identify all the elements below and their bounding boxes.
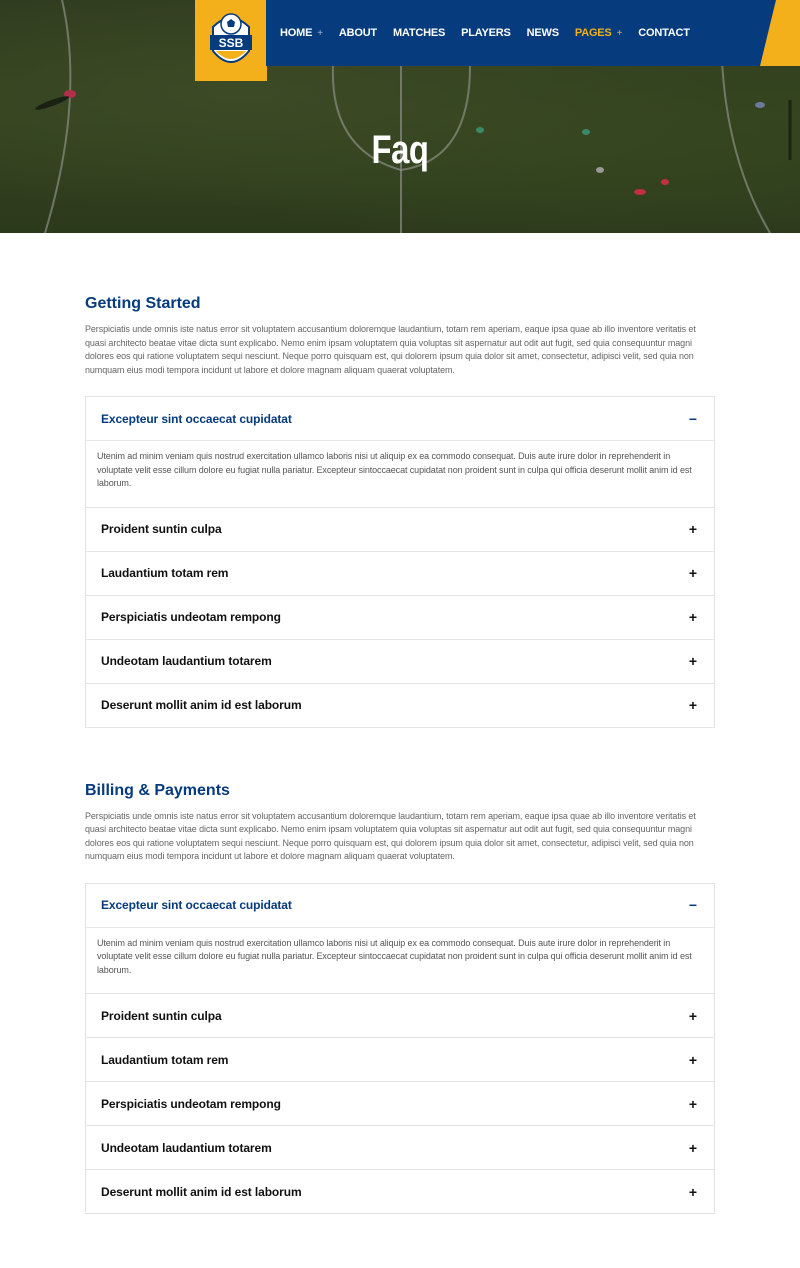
accordion-item	[86, 1169, 714, 1213]
accordion-item	[86, 397, 714, 507]
section-description: Perspiciatis unde omnis iste natus error sit voluptatem accusantium doloremque laudantium, totam rem aperiam, eaque ipsa quae ab illo inventore veritatis et quasi architecto beatae vitae dicta sunt explicabo. Nemo enim ipsam voluptatem quia voluptas sit aspernatur aut odit aut fugit, sed quia consequuntur magni dolores eos qui ratione voluptatem sequi nesciunt. Neque porro quisquam est, qui dolorem ipsum quia dolor sit amet, consectetur, adipisci velit, sed quia non numquam eius modi tempora incidunt ut labore et dolore magnam aliquam quaerat voluptatem.	[85, 324, 696, 375]
nav-item-matches[interactable]	[393, 27, 445, 39]
section-title: Billing & Payments	[85, 781, 230, 799]
accordion-item	[86, 639, 714, 683]
plus-icon[interactable]: +	[688, 1095, 698, 1112]
nav-item-contact[interactable]	[638, 27, 690, 39]
accordion-toggle[interactable]	[86, 596, 714, 639]
plus-icon[interactable]: +	[688, 1183, 698, 1200]
accordion-toggle[interactable]	[86, 552, 714, 595]
main-navigation	[266, 0, 800, 66]
nav-item-news[interactable]	[527, 27, 559, 39]
accordion-question: Proident suntin culpa	[101, 1008, 222, 1023]
accordion-item	[86, 595, 714, 639]
accordion-question: Undeotam laudantium totarem	[101, 1140, 272, 1155]
minus-icon[interactable]: −	[688, 410, 698, 427]
accordion-answer: Utenim ad minim veniam quis nostrud exercitation ullamco laboris nisi ut aliquip ex ea commodo consequat. Duis aute irure dolor in reprehenderit in voluptate velit esse cillum dolore eu fugiat nulla pariatur. Excepteur sintoccaecat cupidatat non proident sunt in culpa qui officia deserunt mollit anim id est laborum.	[86, 440, 714, 507]
svg-text:SSB: SSB	[218, 35, 244, 50]
accordion-toggle[interactable]	[86, 994, 714, 1037]
accordion-question: Perspiciatis undeotam rempong	[101, 610, 281, 624]
accordion-question: Undeotam laudantium totarem	[101, 654, 272, 668]
site-logo[interactable]	[195, 0, 267, 81]
accordion-toggle[interactable]	[86, 397, 714, 440]
accordion-toggle[interactable]	[86, 1170, 714, 1213]
plus-icon[interactable]: +	[688, 697, 698, 713]
section-title: Getting Started	[85, 295, 201, 312]
accordion-toggle[interactable]	[86, 1082, 714, 1125]
accordion-question: Excepteur sint occaecat cupidatat	[101, 411, 292, 426]
accordion-item	[86, 1037, 714, 1081]
nav-item-label: NEWS	[526, 27, 559, 39]
page-title: Faq	[371, 128, 429, 172]
nav-item-pages[interactable]	[575, 27, 622, 39]
plus-icon[interactable]: +	[688, 653, 698, 669]
nav-menu	[280, 27, 706, 39]
accordion-toggle[interactable]	[86, 684, 714, 727]
accordion-question: Laudantium totam rem	[101, 1052, 229, 1067]
faq-content	[85, 233, 715, 1214]
accordion-item	[86, 551, 714, 595]
faq-section	[85, 782, 715, 1215]
accordion-toggle[interactable]	[86, 508, 714, 551]
faq-section	[85, 295, 715, 728]
accordion-item	[86, 1125, 714, 1169]
nav-item-label: CONTACT	[638, 27, 690, 39]
nav-item-label: MATCHES	[392, 27, 446, 39]
accordion-item	[86, 683, 714, 727]
submenu-plus-icon: +	[616, 27, 623, 39]
accordion-question: Excepteur sint occaecat cupidatat	[101, 898, 292, 912]
accordion-item	[86, 993, 714, 1037]
plus-icon[interactable]: +	[688, 1139, 698, 1156]
minus-icon[interactable]: −	[688, 897, 698, 913]
plus-icon[interactable]: +	[688, 565, 698, 581]
accordion-question: Deserunt mollit anim id est laborum	[101, 698, 302, 712]
plus-icon[interactable]: +	[688, 1007, 698, 1024]
plus-icon[interactable]: +	[688, 521, 698, 537]
faq-accordion	[85, 883, 715, 1215]
accordion-item	[86, 884, 714, 994]
nav-item-home[interactable]	[280, 27, 323, 39]
accordion-toggle[interactable]	[86, 1126, 714, 1169]
nav-item-label: PLAYERS	[461, 27, 511, 39]
nav-item-label: ABOUT	[338, 27, 377, 39]
section-description: Perspiciatis unde omnis iste natus error sit voluptatem accusantium doloremque laudantium, totam rem aperiam, eaque ipsa quae ab illo inventore veritatis et quasi architecto beatae vitae dicta sunt explicabo. Nemo enim ipsam voluptatem quia voluptas sit aspernatur aut odit aut fugit, sed quia consequuntur magni dolores eos qui ratione voluptatem sequi nesciunt. Neque porro quisquam est, qui dolorem ipsum quia dolor sit amet, consectetur, adipisci velit, sed quia non numquam eius modi tempora incidunt ut labore et dolore magnam aliquam quaerat voluptatem.	[85, 810, 696, 861]
accordion-toggle[interactable]	[86, 884, 714, 927]
faq-accordion	[85, 396, 715, 728]
accordion-toggle[interactable]	[86, 640, 714, 683]
hero-banner	[0, 0, 800, 233]
nav-item-about[interactable]	[339, 27, 377, 39]
ssb-crest-logo	[206, 11, 256, 71]
accordion-question: Perspiciatis undeotam rempong	[101, 1096, 281, 1111]
accordion-question: Laudantium totam rem	[101, 566, 229, 580]
nav-item-players[interactable]	[461, 27, 511, 39]
nav-accent-stripe	[760, 0, 800, 66]
accordion-toggle[interactable]	[86, 1038, 714, 1081]
accordion-answer: Utenim ad minim veniam quis nostrud exercitation ullamco laboris nisi ut aliquip ex ea commodo consequat. Duis aute irure dolor in reprehenderit in voluptate velit esse cillum dolore eu fugiat nulla pariatur. Excepteur sintoccaecat cupidatat non proident sunt in culpa qui officia deserunt mollit anim id est laborum.	[86, 927, 714, 994]
accordion-question: Proident suntin culpa	[101, 522, 222, 536]
accordion-question: Deserunt mollit anim id est laborum	[101, 1184, 302, 1199]
submenu-plus-icon: +	[317, 27, 323, 39]
plus-icon[interactable]: +	[688, 609, 698, 625]
accordion-item	[86, 1081, 714, 1125]
accordion-item	[86, 507, 714, 551]
nav-item-label: HOME	[280, 27, 313, 39]
plus-icon[interactable]: +	[688, 1051, 698, 1068]
nav-item-label: PAGES	[574, 27, 612, 39]
